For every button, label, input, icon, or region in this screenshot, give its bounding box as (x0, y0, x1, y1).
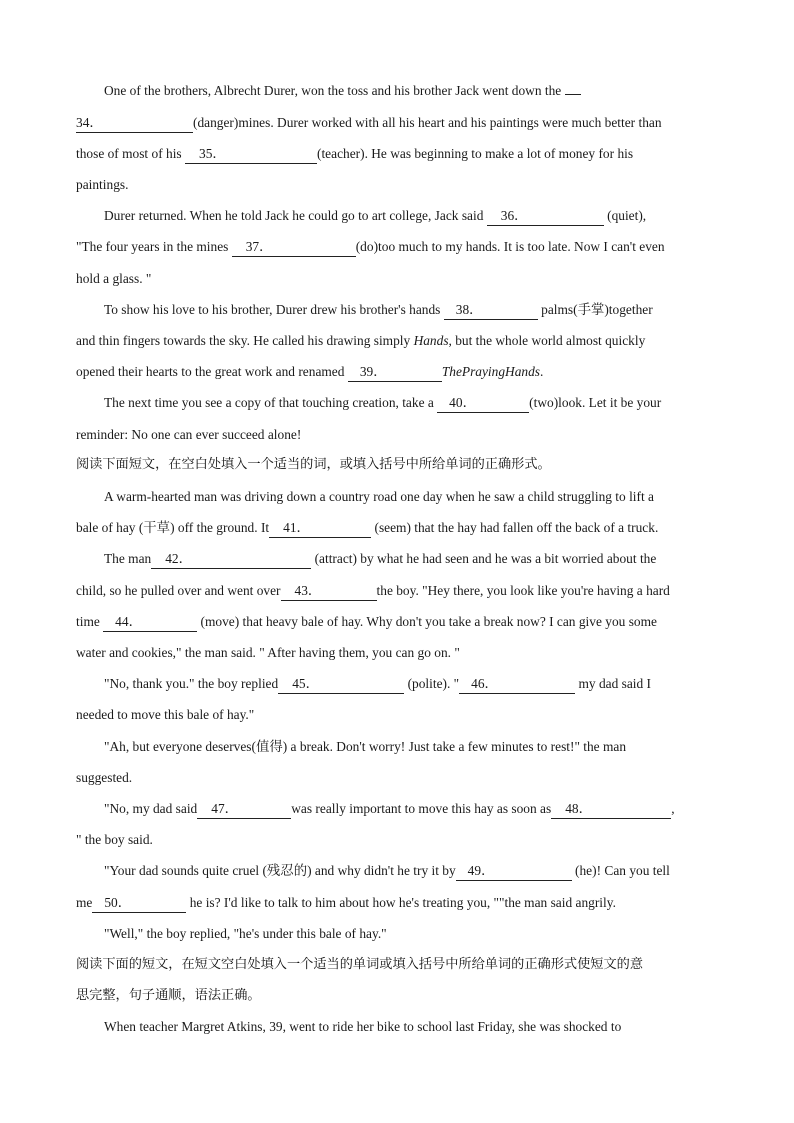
blank-number: 35． (199, 146, 226, 161)
text-line (104, 738, 626, 756)
text: " the boy said. (76, 832, 153, 847)
blank-45[interactable] (278, 676, 404, 694)
text-line (104, 675, 651, 694)
text-line (104, 925, 387, 943)
text: (attract) by what he had seen and he was a bit worried about the (314, 551, 657, 566)
text: (do)too much to my hands. It is too late. Now I can't even (355, 239, 665, 254)
text-line (76, 894, 616, 913)
text-line (76, 706, 254, 724)
text-line (76, 644, 460, 662)
blank-34[interactable] (76, 115, 193, 133)
text: , but the whole world almost quickly (448, 333, 646, 348)
text-line (104, 207, 646, 226)
text: palms(手掌)together (541, 302, 653, 317)
text-line (76, 613, 657, 632)
text: needed to move this bale of hay." (76, 707, 255, 722)
blank-line (565, 93, 581, 95)
text: (two)look. Let it be your (529, 395, 662, 410)
text: was really important to move this hay as soon as (291, 801, 552, 816)
text: (danger)mines. Durer worked with all his heart and his paintings were much better than (193, 115, 662, 130)
blank-38[interactable] (444, 302, 538, 320)
blank-37[interactable] (232, 239, 356, 257)
blank-number: 40． (449, 395, 476, 410)
text: One of the brothers, Albrecht Durer, won the toss and his brother Jack went down the (104, 83, 562, 98)
blank-number: 37． (245, 239, 273, 254)
text: hold a glass. " (76, 271, 152, 286)
italic-text: Hands (413, 333, 449, 348)
text: "No, thank you." the boy replied (104, 676, 279, 691)
blank-39[interactable] (348, 364, 442, 382)
blank-36[interactable] (487, 208, 604, 226)
text-line (76, 831, 153, 849)
text: me (76, 895, 93, 910)
text: (quiet), (607, 208, 647, 223)
text: (seem) that the hay had fallen off the back of a truck. (374, 520, 659, 535)
text: , (671, 801, 675, 816)
text: paintings. (76, 177, 129, 192)
text: (polite). " (407, 676, 460, 691)
blank-number: 44． (115, 614, 142, 629)
blank-43[interactable] (281, 583, 377, 601)
text: Durer returned. When he told Jack he could go to art college, Jack said (104, 208, 484, 223)
section-instruction (76, 987, 261, 1005)
blank-number: 43． (294, 583, 322, 598)
section-instruction (76, 956, 643, 974)
blank-number: 41． (283, 520, 310, 535)
text-line (104, 82, 581, 100)
text-line (76, 114, 662, 133)
text-line (104, 488, 654, 506)
text: reminder: No one can ever succeed alone! (76, 427, 302, 442)
text: The man (104, 551, 152, 566)
text-line (76, 363, 543, 382)
blank-41[interactable] (269, 520, 371, 538)
italic-text: ThePrayingHands (441, 364, 541, 379)
text-line (76, 332, 645, 350)
blank-number: 38． (455, 302, 483, 317)
text: . (540, 364, 544, 379)
text: When teacher Margret Atkins, 39, went to ride her bike to school last Friday, she was shocked to (104, 1019, 622, 1034)
text: "Your dad sounds quite cruel (残忍的) and why didn't he try it by (104, 863, 456, 878)
text: those of most of his (76, 146, 182, 161)
text-line (104, 550, 656, 569)
blank-35[interactable] (185, 146, 317, 164)
text-line (104, 862, 670, 881)
blank-42[interactable] (151, 551, 311, 569)
text: bale of hay (干草) off the ground. It (76, 520, 270, 535)
blank-48[interactable] (551, 801, 671, 819)
text-line (104, 394, 661, 413)
text: and thin fingers towards the sky. He called his drawing simply (76, 333, 411, 348)
text: "Well," the boy replied, "he's under this bale of hay." (104, 926, 387, 941)
blank-number: 36． (500, 208, 528, 223)
blank-number: 48． (565, 801, 592, 816)
text-line (76, 145, 633, 164)
blank-number: 39． (359, 364, 387, 379)
text-line (76, 426, 301, 444)
text-line (76, 582, 670, 601)
text: child, so he pulled over and went over (76, 583, 281, 598)
text-line (76, 270, 151, 288)
blank-number: 50． (104, 895, 132, 910)
text: my dad said I (578, 676, 652, 691)
text: A warm-hearted man was driving down a country road one day when he saw a child struggling to lift a (104, 489, 654, 504)
text: he is? I'd like to talk to him about how he's treating you, ""the man said angrily. (189, 895, 616, 910)
text: suggested. (76, 770, 133, 785)
text-line (76, 769, 132, 787)
text: the boy. "Hey there, you look like you're having a hard (376, 583, 670, 598)
blank-46[interactable] (459, 676, 575, 694)
text-line (76, 176, 128, 194)
text: To show his love to his brother, Durer drew his brother's hands (104, 302, 441, 317)
blank-50[interactable] (92, 895, 186, 913)
text: water and cookies," the man said. " After having them, you can go on. " (76, 645, 460, 660)
text: The next time you see a copy of that touching creation, take a (104, 395, 434, 410)
blank-49[interactable] (456, 863, 572, 881)
text-line (104, 800, 675, 819)
blank-number: 49． (467, 863, 495, 878)
instruction-text: 阅读下面短文，在空白处填入一个适当的词，或填入括号中所给单词的正确形式。 (76, 457, 551, 472)
blank-number: 34． (76, 115, 103, 130)
blank-44[interactable] (103, 614, 197, 632)
blank-number: 46． (471, 676, 498, 691)
blank-47[interactable] (197, 801, 291, 819)
instruction-text: 思完整，句子通顺，语法正确。 (76, 988, 261, 1003)
text: "The four years in the mines (76, 239, 229, 254)
section-instruction (76, 456, 551, 474)
blank-40[interactable] (437, 395, 529, 413)
text: (move) that heavy bale of hay. Why don't you take a break now? I can give you some (200, 614, 657, 629)
text: "No, my dad said (104, 801, 198, 816)
instruction-text: 阅读下面的短文，在短文空白处填入一个适当的单词或填入括号中所给单词的正确形式使短文的意 (76, 957, 644, 972)
text-line (76, 519, 658, 538)
blank-number: 45． (292, 676, 319, 691)
text: time (76, 614, 100, 629)
text: "Ah, but everyone deserves(值得) a break. Don't worry! Just take a few minutes to rest!" the man (104, 739, 627, 754)
text: (teacher). He was beginning to make a lot of money for his (317, 146, 634, 161)
text: (he)! Can you tell (575, 863, 670, 878)
blank-number: 47． (211, 801, 239, 816)
text-line (76, 238, 665, 257)
text-line (104, 1018, 621, 1036)
blank-number: 42． (165, 551, 193, 566)
text-line (104, 301, 653, 320)
text: opened their hearts to the great work and renamed (76, 364, 345, 379)
